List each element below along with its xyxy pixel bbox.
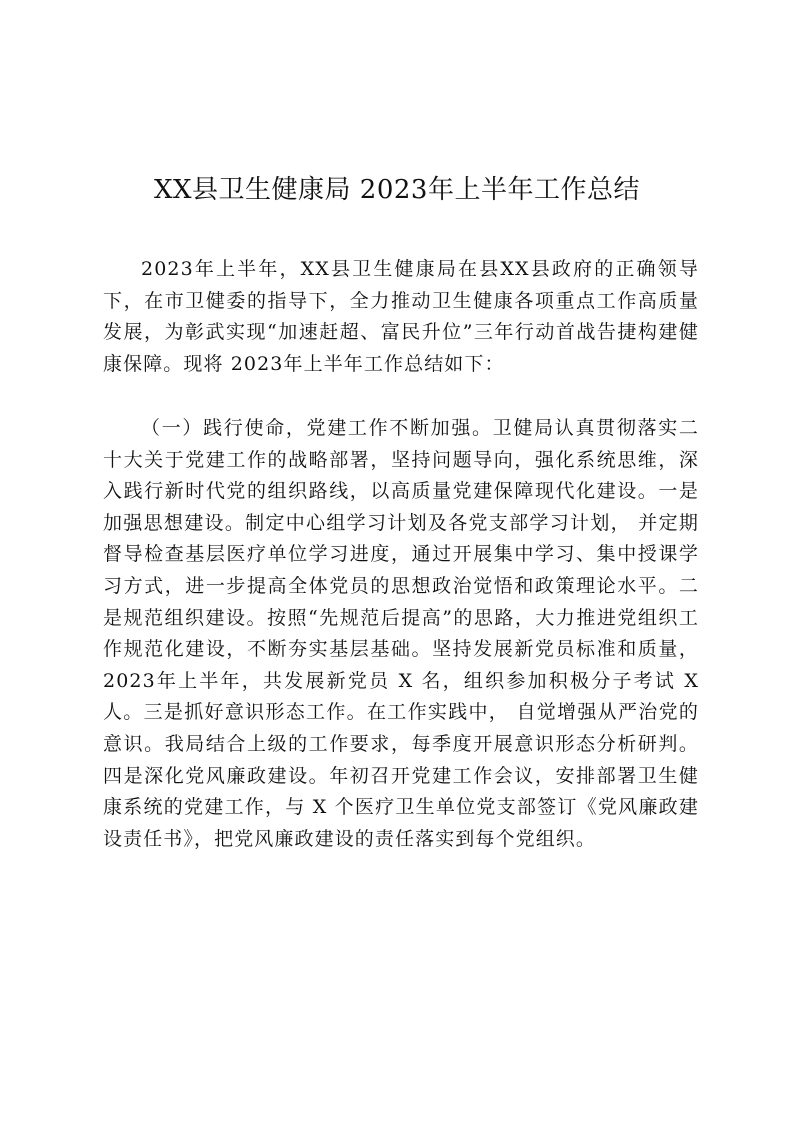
document-title: XX县卫生健康局 2023年上半年工作总结 bbox=[154, 175, 640, 205]
paragraph-intro: 2023年上半年，XX县卫生健康局在县XX县政府的正确领导下，在市卫健委的指导下，全力推动卫生健康各项重点工作高质量发展，为彰武实现“加速赶超、富民升位”三年行动首战告捷构建健康保障。现将 2023年上半年工作总结如下： bbox=[103, 258, 699, 375]
paragraph-party-building: （一）践行使命，党建工作不断加强。卫健局认真贯彻落实二十大关于党建工作的战略部署，坚持问题导向，强化系统思维，深入践行新时代党的组织路线，以高质量党建保障现代化建设。一是加强思想建设。制定中心组学习计划及各党支部学习计划， 并定期督导检查基层医疗单位学习进度，通过开展集中学习、集中授课学习方式，进一步提高全体党员的思想政治觉悟和政策理论水平。二是规范组织建设。按照“先规范后提高”的思路，大力推进党组织工作规范化建设，不断夯实基层基础。坚持发展新党员标准和质量，2023年上半年，共发展新党员 X 名，组织参加积极分子考试 X 人。三是抓好意识形态工作。在工作实践中， 自觉增强从严治党的意识。我局结合上级的工作要求，每季度开展意识形态分析研判。四是深化党风廉政建设。年初召开党建工作会议，安排部署卫生健康系统的党建工作，与 X 个医疗卫生单位党支部签订《党风廉政建设责任书》，把党风廉政建设的责任落实到每个党组织。 bbox=[103, 417, 699, 850]
